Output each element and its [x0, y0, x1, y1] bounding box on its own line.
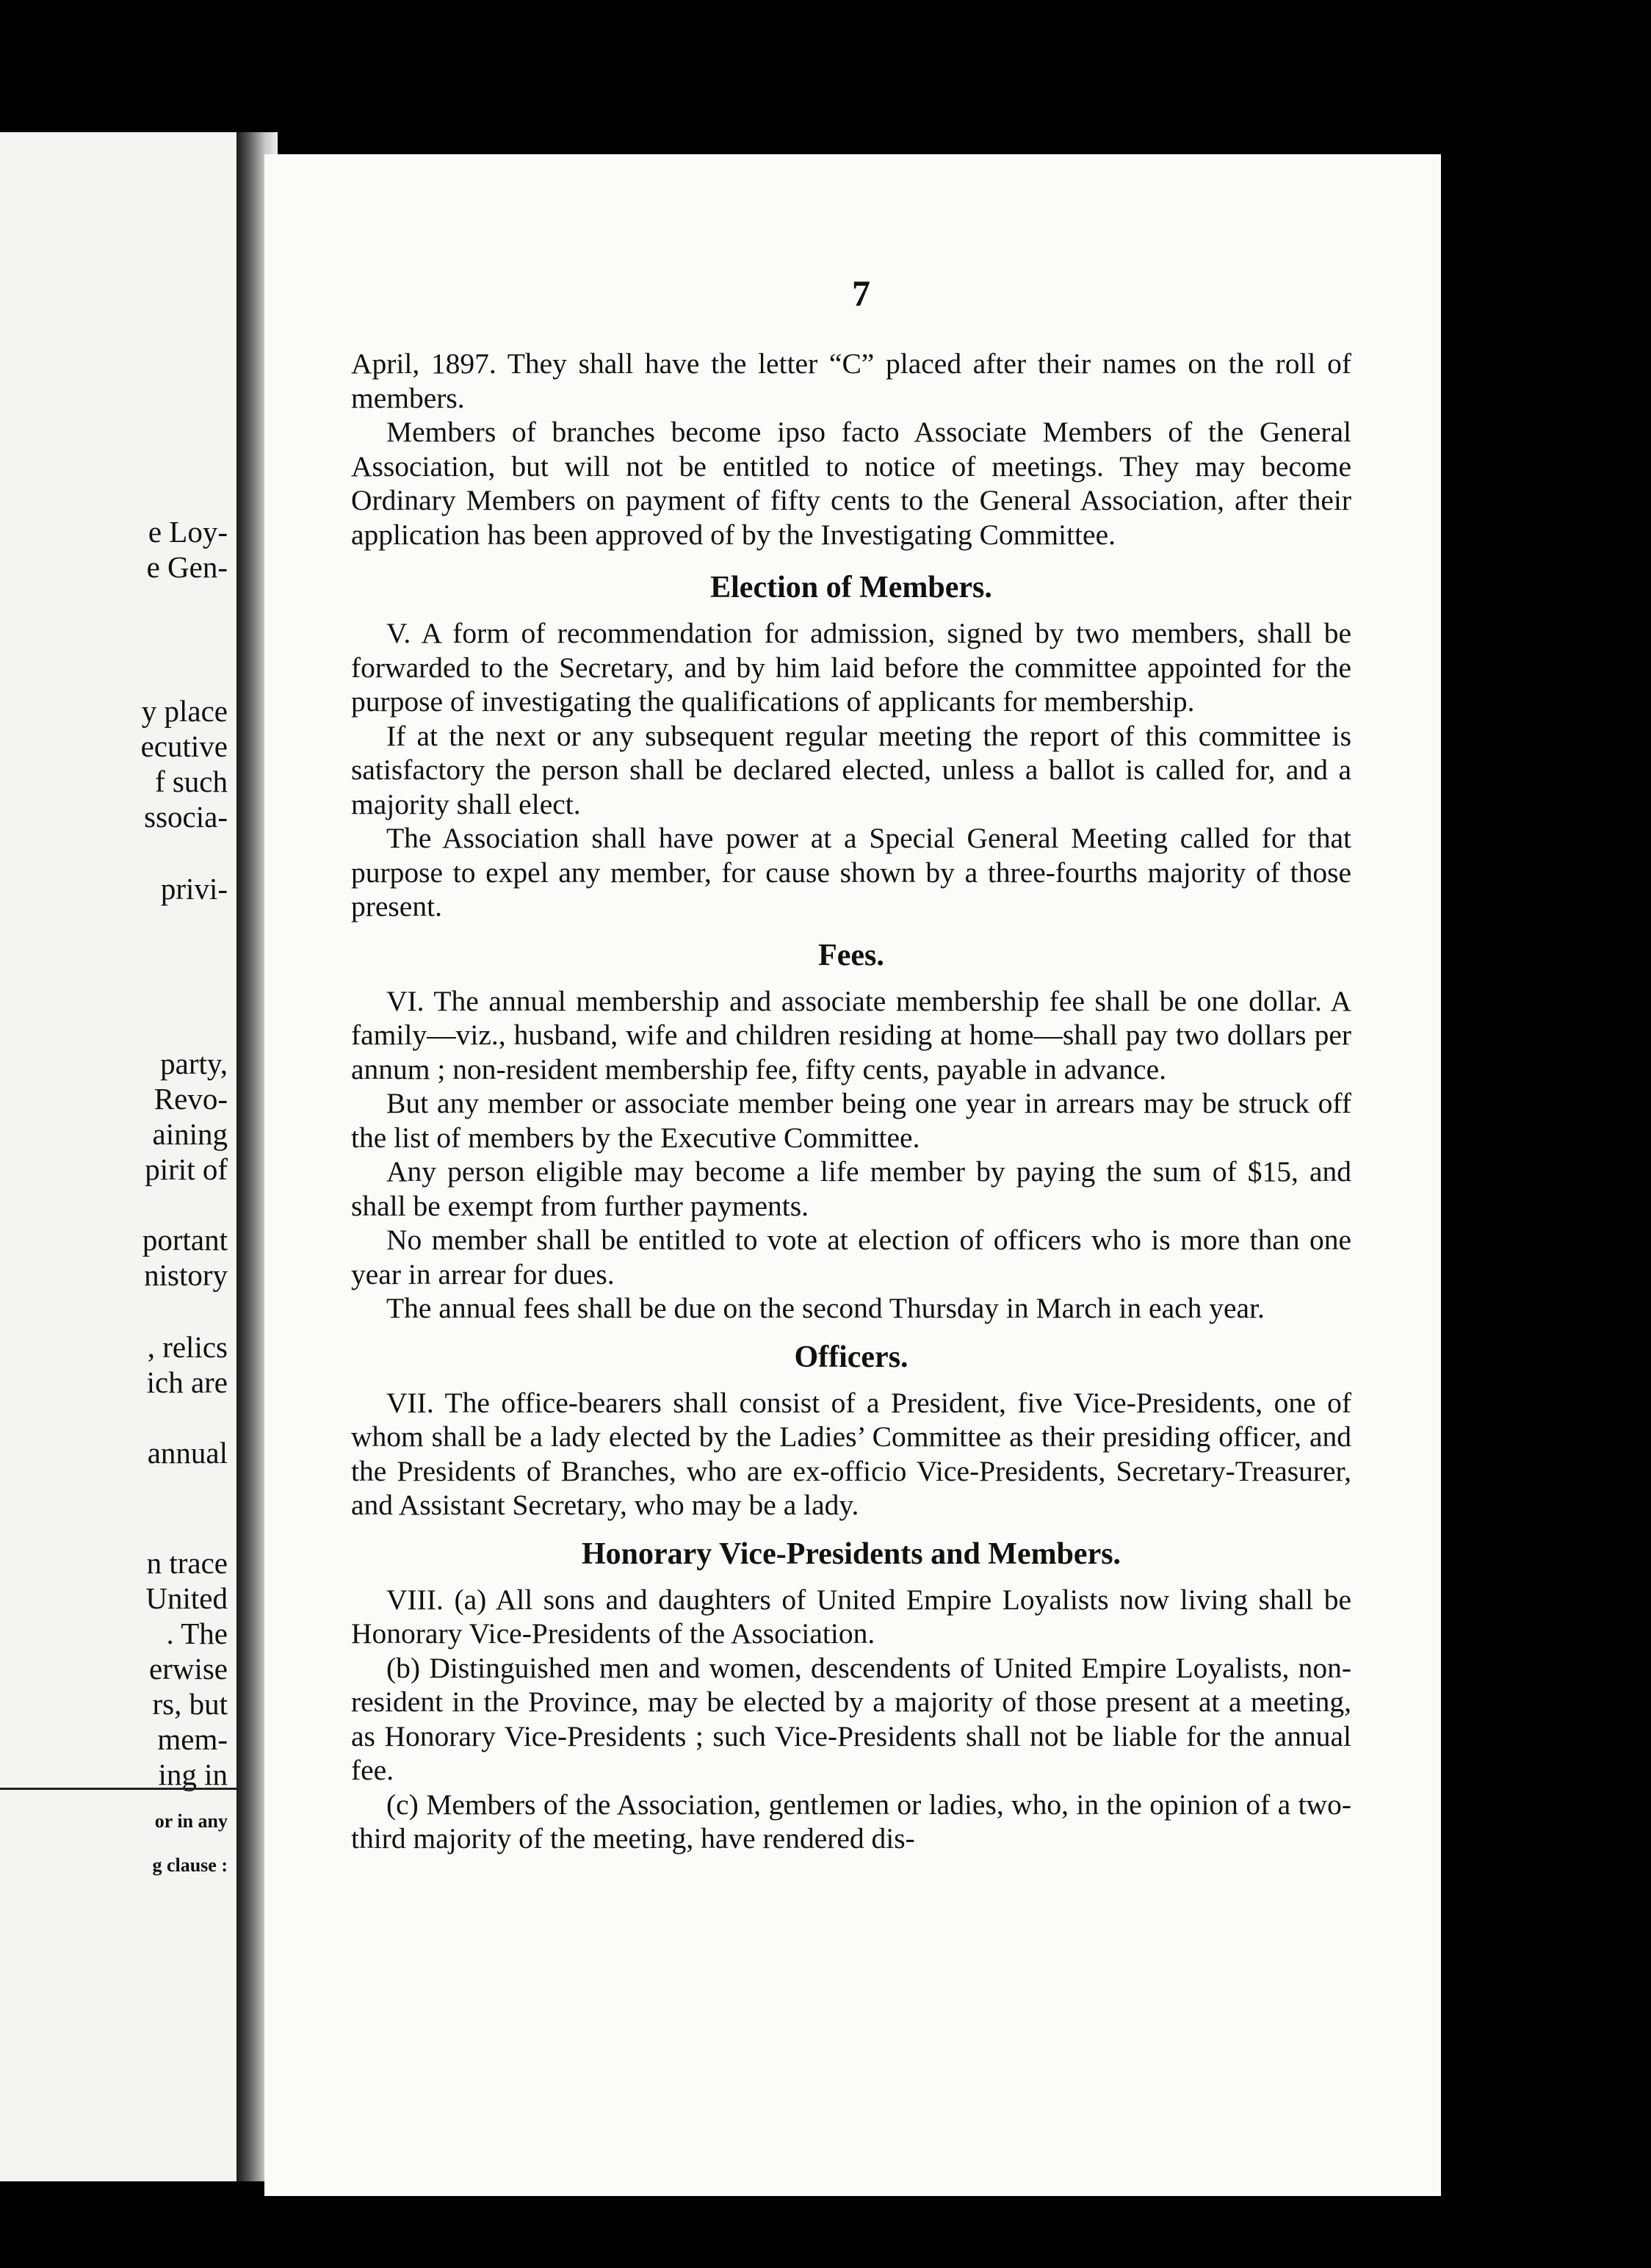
paragraph: No member shall be entitled to vote at election of officers who is more than one year in arrear for dues. [351, 1224, 1351, 1290]
left-page-fragment: portant [142, 1223, 228, 1257]
footnote-rule [0, 1788, 236, 1790]
paragraph: The Association shall have power at a Special General Meeting called for that purpose to expel any member, for cause shown by a three-fourths majority of those present. [351, 822, 1351, 922]
left-page-fragment: n trace [146, 1546, 228, 1580]
left-page-fragment: ecutive [140, 729, 228, 763]
paragraph: VI. The annual membership and associate membership fee shall be one dollar. A family—viz., husband, wife and children residing at home—shall pay two dollars per annum ; non-resident membership fee, fifty cents, payable in advance. [351, 984, 1351, 1086]
left-page-fragment: e Gen- [146, 550, 228, 584]
paragraph: Any person eligible may become a life member by paying the sum of $15, and shall be exempt from further payments. [351, 1155, 1351, 1222]
paragraph: Members of branches become ipso facto Associate Members of the General Association, but will not be entitled to notice of meetings. They may become Ordinary Members on payment of fifty cents to the General Association, after their application has been approved of by the Investigating Committee. [351, 416, 1351, 551]
section-heading: Honorary Vice-Presidents and Members. [581, 1536, 1121, 1571]
left-page-fragment: ssocia- [144, 800, 228, 834]
paragraph: (c) Members of the Association, gentlemen or ladies, who, in the opinion of a two-third majority of the meeting, have rendered dis- [351, 1788, 1351, 1855]
left-page-fragment: ich are [146, 1365, 228, 1399]
document-page [264, 154, 1441, 2196]
left-page-fragment: annual [147, 1436, 228, 1470]
page-text [351, 347, 1351, 1856]
left-facing-page [0, 132, 236, 2181]
left-page-fragment: nistory [144, 1258, 228, 1292]
paragraph: If at the next or any subsequent regular meeting the report of this committee is satisfactory the person shall be declared elected, unless a ballot is called for, and a majority shall elect. [351, 719, 1351, 820]
paragraph: VIII. (a) All sons and daughters of United Empire Loyalists now living shall be Honorary Vice-Presidents of the Association. [351, 1583, 1351, 1650]
left-page-fragment: aining [152, 1117, 228, 1151]
left-page-fragment: Revo- [153, 1082, 228, 1116]
paragraph: April, 1897. They shall have the letter “C” placed after their names on the roll of members. [351, 347, 1351, 414]
left-page-fragment: , relics [147, 1330, 228, 1364]
left-page-fragment: f such [154, 765, 228, 798]
left-page-fragment: rs, but [152, 1687, 228, 1721]
left-page-footnote: or in any [154, 1810, 228, 1832]
section-heading: Officers. [794, 1340, 908, 1374]
paragraph: But any member or associate member being one year in arrears may be struck off the list of members by the Executive Committee. [351, 1087, 1351, 1154]
paragraph: VII. The office-bearers shall consist of a President, five Vice-Presidents, one of whom shall be a lady elected by the Ladies’ Committee as their presiding officer, and the Presidents of Branches, who are ex-officio Vice-Presidents, Secretary-Treasurer, and Assistant Secretary, who may be a lady. [351, 1386, 1351, 1521]
paragraph: The annual fees shall be due on the second Thursday in March in each year. [386, 1292, 1265, 1324]
left-page-footnote: g clause : [152, 1855, 228, 1876]
page-number: 7 [852, 272, 870, 314]
section-heading: Election of Members. [710, 571, 992, 604]
paragraph: V. A form of recommendation for admission, signed by two members, shall be forwarded to the Secretary, and by him laid before the committee appointed for the purpose of investigating the qualifications of applicants for membership. [351, 617, 1351, 718]
left-page-fragment: United [145, 1581, 228, 1615]
left-page-fragment: . The [166, 1617, 228, 1650]
left-page-fragment: pirit of [145, 1152, 228, 1186]
left-page-fragment: e Loy- [148, 515, 228, 549]
left-page-fragment: ing in [158, 1758, 228, 1791]
section-heading: Fees. [818, 938, 884, 972]
left-page-fragment: erwise [148, 1652, 228, 1686]
left-page-fragment: y place [141, 694, 228, 728]
left-page-fragment: privi- [160, 872, 228, 906]
paragraph: (b) Distinguished men and women, descendents of United Empire Loyalists, non-resident in the Province, may be elected by a majority of those present at a meeting, as Honorary Vice-Presidents ; such Vice-Presidents shall not be liable for the annual fee. [351, 1651, 1351, 1786]
left-page-fragment: party, [160, 1047, 228, 1080]
left-page-fragment: mem- [157, 1722, 228, 1756]
